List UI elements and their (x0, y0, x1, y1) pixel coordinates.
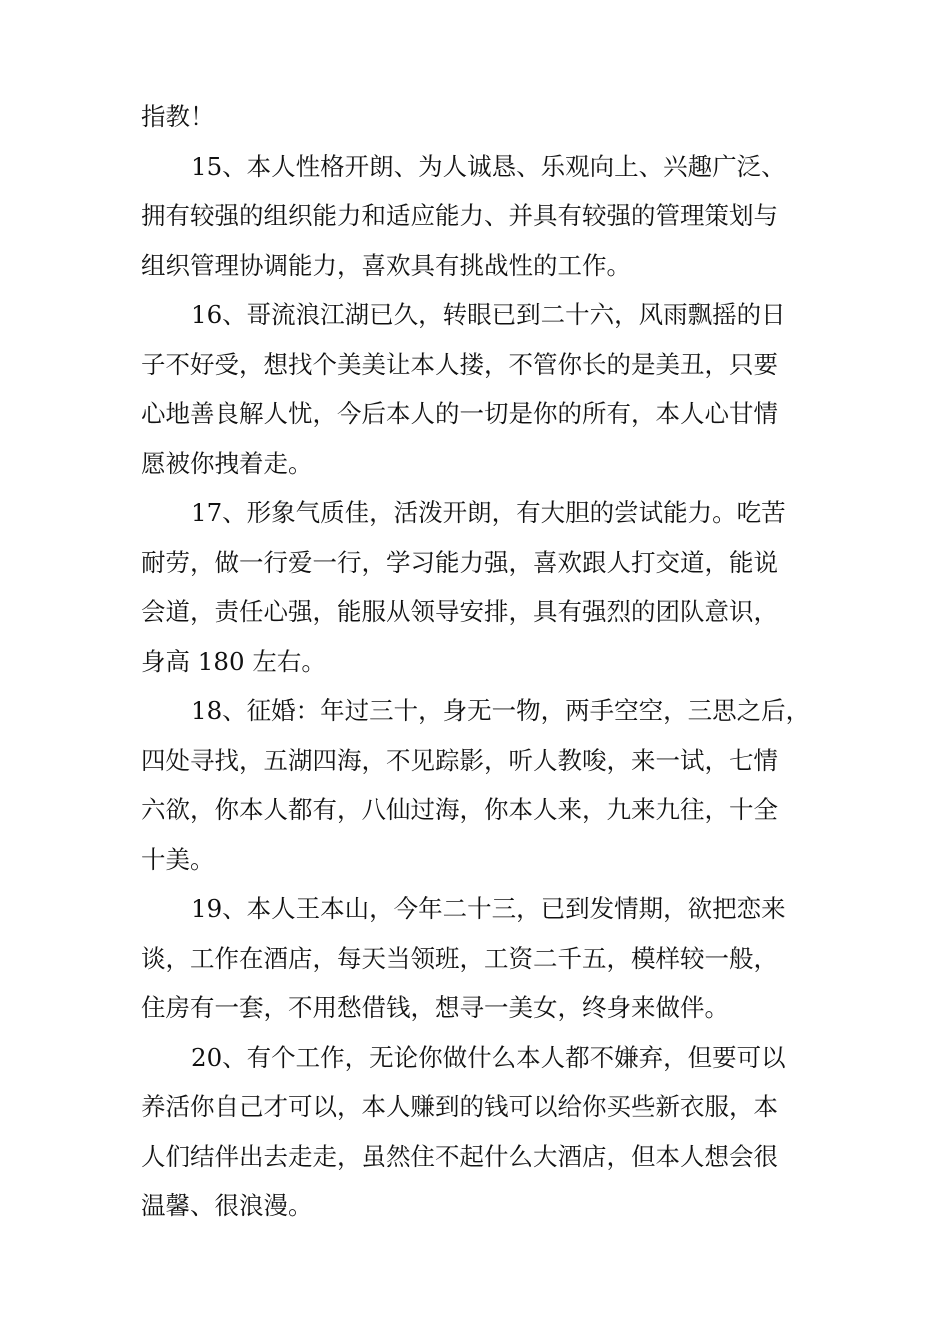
text-line: 温馨、很浪漫。 (141, 1191, 313, 1220)
text-line: 18、征婚：年过三十，身无一物，两手空空，三思之后， (191, 696, 811, 725)
text-line: 愿被你拽着走。 (141, 448, 313, 478)
text-line: 会道，责任心强，能服从领导安排，具有强烈的团队意识， (141, 597, 778, 626)
text-line: 十美。 (141, 844, 215, 874)
text-line: 耐劳，做一行爱一行，学习能力强，喜欢跟人打交道，能说 (141, 547, 778, 577)
paragraph-20 (141, 1033, 841, 1231)
text-line: 谈，工作在酒店，每天当领班，工资二千五，模样较一般， (141, 943, 778, 973)
text-line: 17、形象气质佳，活泼开朗，有大胆的尝试能力。吃苦 (191, 498, 786, 527)
text-line: 20、有个工作，无论你做什么本人都不嫌弃，但要可以 (191, 1042, 786, 1072)
text-line: 四处寻找，五湖四海，不见踪影，听人教唆，来一试，七情 (141, 745, 778, 775)
text-line: 指教！ (141, 102, 215, 131)
paragraph-18 (141, 686, 841, 884)
paragraph-19 (141, 884, 841, 1033)
text-line: 六欲，你本人都有，八仙过海，你本人来，九来九往，十全 (141, 795, 778, 824)
text-line: 15、本人性格开朗、为人诚恳、乐观向上、兴趣广泛、 (191, 151, 786, 181)
paragraph-17 (141, 488, 841, 686)
document-body (141, 92, 841, 1231)
text-line: 16、哥流浪江湖已久，转眼已到二十六，风雨飘摇的日 (191, 300, 786, 329)
text-line: 19、本人王本山，今年二十三，已到发情期，欲把恋来 (191, 894, 786, 923)
paragraph-15 (141, 142, 841, 291)
text-line: 心地善良解人忧，今后本人的一切是你的所有，本人心甘情 (141, 399, 778, 428)
paragraph-16 (141, 290, 841, 488)
text-line: 身高 180 左右。 (141, 646, 326, 676)
text-line: 住房有一套，不用愁借钱，想寻一美女，终身来做伴。 (141, 993, 729, 1022)
text-line: 子不好受，想找个美美让本人搂，不管你长的是美丑，只要 (141, 349, 778, 379)
text-line: 组织管理协调能力，喜欢具有挑战性的工作。 (141, 250, 631, 280)
text-line: 拥有较强的组织能力和适应能力、并具有较强的管理策划与 (141, 201, 778, 230)
paragraph-14-continuation (141, 92, 841, 142)
text-line: 养活你自己才可以，本人赚到的钱可以给你买些新衣服，本 (141, 1092, 778, 1121)
text-line: 人们结伴出去走走，虽然住不起什么大酒店，但本人想会很 (141, 1141, 778, 1171)
